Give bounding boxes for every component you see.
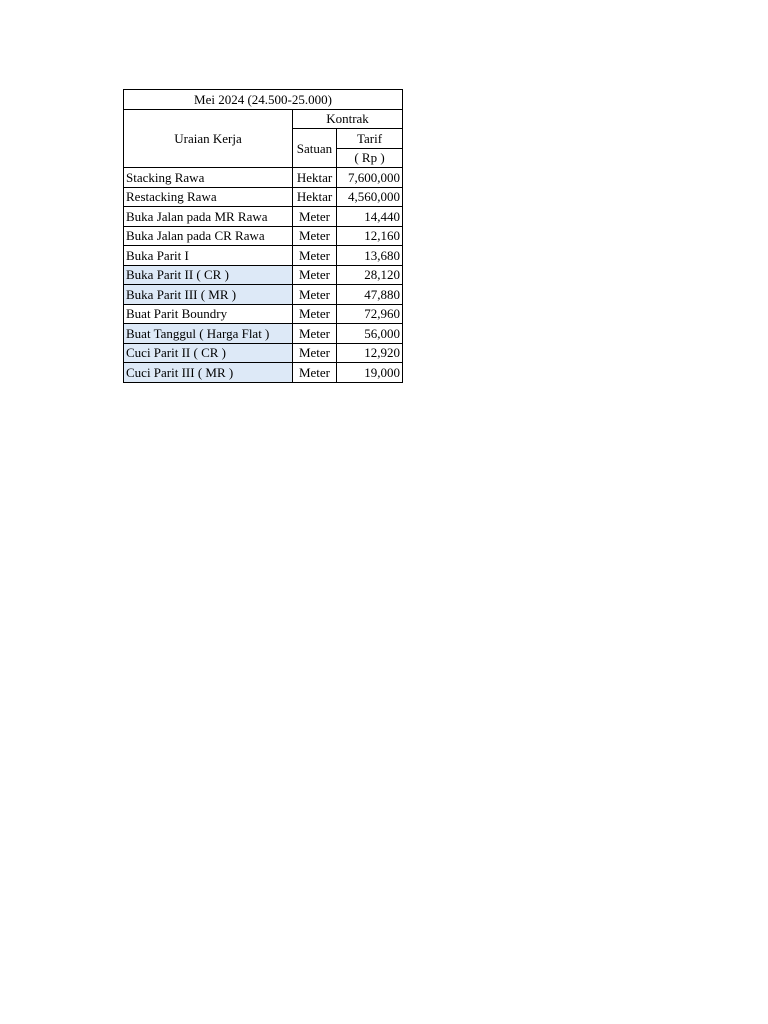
row-unit-cell: Meter [293,304,337,324]
row-rate-cell: 13,680 [337,246,403,266]
table-row [124,168,403,188]
row-item-cell: Buka Jalan pada MR Rawa [124,207,293,227]
table-row [124,343,403,363]
table-title: Mei 2024 (24.500-25.000) [124,90,403,110]
row-unit-cell: Hektar [293,168,337,188]
table-row [124,207,403,227]
row-unit-cell: Meter [293,363,337,383]
row-item-cell: Buat Tanggul ( Harga Flat ) [124,324,293,344]
table-row [124,265,403,285]
header-rate: Tarif [337,129,403,149]
table-title-row [124,90,403,110]
row-item-cell: Cuci Parit III ( MR ) [124,363,293,383]
row-item-cell: Cuci Parit II ( CR ) [124,343,293,363]
rate-table-sheet [123,89,403,383]
header-unit: Satuan [293,129,337,168]
table-row [124,246,403,266]
row-rate-cell: 56,000 [337,324,403,344]
row-rate-cell: 7,600,000 [337,168,403,188]
row-item-cell: Buka Parit II ( CR ) [124,265,293,285]
row-unit-cell: Meter [293,265,337,285]
row-rate-cell: 4,560,000 [337,187,403,207]
row-item-cell: Buka Jalan pada CR Rawa [124,226,293,246]
table-row [124,304,403,324]
header-rate-unit: ( Rp ) [337,148,403,168]
row-rate-cell: 19,000 [337,363,403,383]
table-row [124,187,403,207]
row-item-cell: Buka Parit I [124,246,293,266]
row-rate-cell: 47,880 [337,285,403,305]
row-item-cell: Buat Parit Boundry [124,304,293,324]
row-unit-cell: Meter [293,343,337,363]
row-unit-cell: Meter [293,207,337,227]
row-rate-cell: 14,440 [337,207,403,227]
header-row-1 [124,109,403,129]
row-unit-cell: Hektar [293,187,337,207]
row-rate-cell: 12,920 [337,343,403,363]
row-rate-cell: 12,160 [337,226,403,246]
row-item-cell: Restacking Rawa [124,187,293,207]
rate-table [123,89,403,383]
row-unit-cell: Meter [293,246,337,266]
table-row [124,226,403,246]
row-unit-cell: Meter [293,324,337,344]
header-description: Uraian Kerja [124,109,293,168]
header-contract: Kontrak [293,109,403,129]
row-rate-cell: 28,120 [337,265,403,285]
table-row [124,363,403,383]
rate-table-body [124,168,403,383]
row-item-cell: Buka Parit III ( MR ) [124,285,293,305]
row-unit-cell: Meter [293,285,337,305]
row-unit-cell: Meter [293,226,337,246]
row-item-cell: Stacking Rawa [124,168,293,188]
table-row [124,324,403,344]
row-rate-cell: 72,960 [337,304,403,324]
table-row [124,285,403,305]
